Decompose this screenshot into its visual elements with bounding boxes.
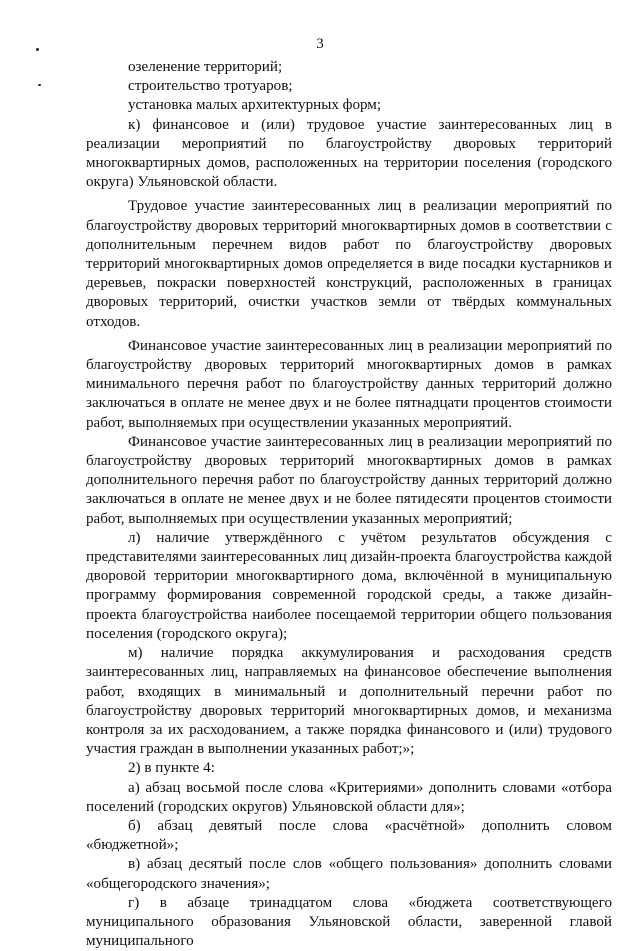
paragraph-v: в) абзац десятый после слов «общего пользования» дополнить словами «общегородского значения»; bbox=[86, 856, 612, 892]
page-number: 3 bbox=[316, 36, 324, 52]
list-item-sidewalks: строительство тротуаров; bbox=[128, 78, 293, 95]
paragraph-l: л) наличие утверждённого с учётом результатов обсуждения с представителями заинтересованных лиц дизайн-проекта благоустройства каждой дворовой территории многоквартирного дома, включённой в муниципальную программу формирования современной городской среды, а также дизайн-проекта благоустройства наиболее посещаемой территории общего пользования поселения (городского округа); bbox=[86, 529, 612, 642]
paragraph-financial-minimal: Финансовое участие заинтересованных лиц в реализации мероприятий по благоустройству дворовых территорий многоквартирных домов в рамках минимального перечня работ по благоустройству данных территорий должно заключаться в оплате не менее двух и не более пятнадцати процентов стоимости работ, выполняемых при осуществлении указанных мероприятий. bbox=[86, 337, 612, 431]
paragraph-b: б) абзац девятый после слова «расчётной» дополнить словом «бюджетной»; bbox=[86, 817, 612, 854]
paragraph-g: г) в абзаце тринадцатом слова «бюджета соответствующего муниципального образования Ульяновской области, заверенной главой муниципального bbox=[86, 894, 612, 950]
document-body bbox=[86, 58, 612, 951]
scan-speck bbox=[36, 48, 39, 51]
paragraph-k: к) финансовое и (или) трудовое участие заинтересованных лиц в реализации мероприятий по благоустройству дворовых территорий многоквартирных домов, расположенных на территории поселения (городского округа) Ульяновской области. bbox=[86, 116, 612, 191]
paragraph-a: а) абзац восьмой после слова «Критериями» дополнить словами «отбора поселений (городских округов) Ульяновской области для»; bbox=[86, 779, 612, 815]
paragraph-financial-additional: Финансовое участие заинтересованных лиц в реализации мероприятий по благоустройству дворовых территорий многоквартирных домов в рамках дополнительного перечня работ по благоустройству данных территорий должно заключаться в оплате не менее двух и не более пятидесяти процентов стоимости работ, выполняемых при осуществлении указанных мероприятий; bbox=[86, 433, 612, 527]
paragraph-labor-participation: Трудовое участие заинтересованных лиц в реализации мероприятий по благоустройству дворовых территорий многоквартирных домов в соответствии с дополнительным перечнем видов работ по благоустройству дворовых территорий многоквартирных домов определяется в виде посадки кустарников и деревьев, покраски поверхностей конструкций, расположенных в границах дворовых территорий, очистки участков земли от твёрдых коммунальных отходов. bbox=[86, 198, 612, 330]
paragraph-item-2: 2) в пункте 4: bbox=[128, 760, 215, 777]
list-item-small-forms: установка малых архитектурных форм; bbox=[128, 97, 382, 114]
paragraph-m: м) наличие порядка аккумулирования и расходования средств заинтересованных лиц, направляемых на финансовое обеспечение выполнения работ, входящих в минимальный и дополнительный перечни работ по благоустройству дворовых территорий многоквартирных домов, и механизма контроля за их расходованием, а также порядка финансового и (или) трудового участия граждан в выполнении указанных работ;»; bbox=[86, 645, 612, 758]
scan-speck bbox=[38, 84, 41, 86]
list-item-greening: озеленение территорий; bbox=[128, 59, 283, 75]
